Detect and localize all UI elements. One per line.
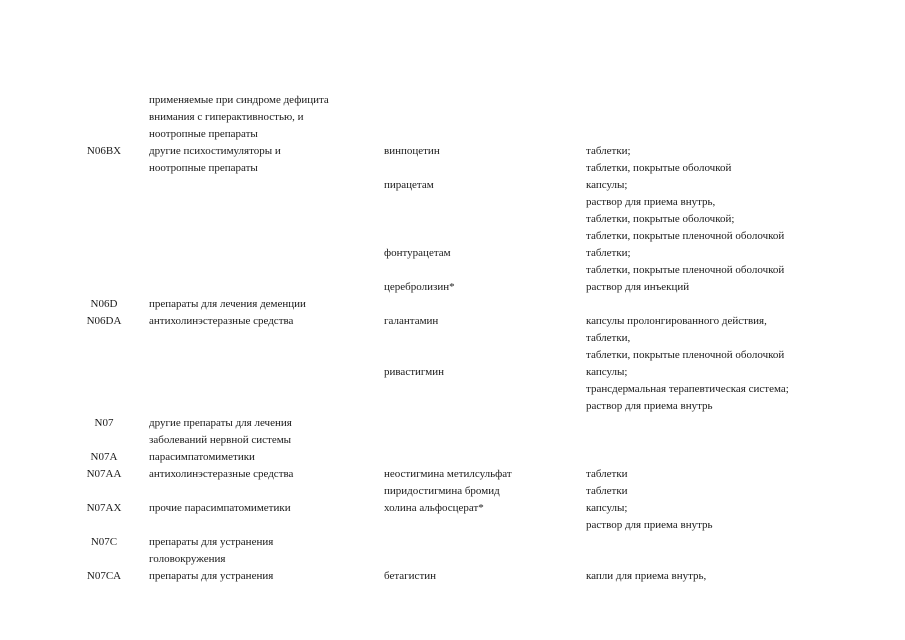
row-6-form-1: таблетки,: [586, 332, 631, 344]
row-7-form-1: трансдермальная терапевтическая система;: [586, 383, 789, 395]
row-1-form-0: таблетки;: [586, 145, 631, 157]
row-9-code: N07A: [90, 451, 118, 463]
row-11-drug: пиридостигмина бромид: [384, 485, 500, 497]
row-2-form-0: капсулы;: [586, 179, 628, 191]
row-7-form-2: раствор для приема внутрь: [586, 400, 713, 412]
row-1-desc-0: другие психостимуляторы и: [149, 145, 281, 157]
row-6-form-2: таблетки, покрытые пленочной оболочкой: [586, 349, 785, 361]
row-1-form-1: таблетки, покрытые оболочкой: [586, 162, 732, 174]
row-6-form-0: капсулы пролонгированного действия,: [586, 315, 767, 327]
row-12-form-0: капсулы;: [586, 502, 628, 514]
row-13-desc-1: головокружения: [149, 553, 226, 565]
row-10-drug: неостигмина метилсульфат: [384, 468, 512, 480]
row-2-form-2: таблетки, покрытые оболочкой;: [586, 213, 735, 225]
row-3-drug: фонтурацетам: [384, 247, 451, 259]
row-13-code: N07C: [90, 536, 118, 548]
row-8-desc-1: заболеваний нервной системы: [149, 434, 292, 446]
row-1-code: N06BX: [86, 145, 122, 157]
row-6-desc-0: антихолинэстеразные средства: [149, 315, 294, 327]
row-2-form-3: таблетки, покрытые пленочной оболочкой: [586, 230, 785, 242]
row-12-code: N07AX: [86, 502, 122, 514]
row-10-desc-0: антихолинэстеразные средства: [149, 468, 294, 480]
row-2-drug: пирацетам: [384, 179, 434, 191]
row-0-desc-1: внимания с гиперактивностью, и: [149, 111, 304, 123]
row-8-desc-0: другие препараты для лечения: [149, 417, 292, 429]
row-13-desc-0: препараты для устранения: [149, 536, 274, 548]
row-7-form-0: капсулы;: [586, 366, 628, 378]
row-1-desc-1: ноотропные препараты: [149, 162, 258, 174]
row-11-form-0: таблетки: [586, 485, 628, 497]
row-2-form-1: раствор для приема внутрь,: [586, 196, 716, 208]
row-3-form-0: таблетки;: [586, 247, 631, 259]
row-10-form-0: таблетки: [586, 468, 628, 480]
row-4-drug: церебролизин*: [384, 281, 455, 293]
row-6-code: N06DA: [86, 315, 122, 327]
row-1-drug: винпоцетин: [384, 145, 440, 157]
row-14-desc-0: препараты для устранения: [149, 570, 274, 582]
row-7-drug: ривастигмин: [384, 366, 444, 378]
row-3-form-1: таблетки, покрытые пленочной оболочкой: [586, 264, 785, 276]
row-6-drug: галантамин: [384, 315, 439, 327]
row-0-desc-2: ноотропные препараты: [149, 128, 258, 140]
row-8-code: N07: [94, 417, 114, 429]
row-14-form-0: капли для приема внутрь,: [586, 570, 707, 582]
row-12-drug: холина альфосцерат*: [384, 502, 484, 514]
row-5-code: N06D: [90, 298, 118, 310]
row-10-code: N07AA: [86, 468, 122, 480]
row-9-desc-0: парасимпатомиметики: [149, 451, 255, 463]
row-14-drug: бетагистин: [384, 570, 437, 582]
row-0-desc-0: применяемые при синдроме дефицита: [149, 94, 329, 106]
row-5-desc-0: препараты для лечения деменции: [149, 298, 306, 310]
row-14-code: N07CA: [86, 570, 122, 582]
row-12-desc-0: прочие парасимпатомиметики: [149, 502, 291, 514]
row-12-form-1: раствор для приема внутрь: [586, 519, 713, 531]
row-4-form-0: раствор для инъекций: [586, 281, 690, 293]
